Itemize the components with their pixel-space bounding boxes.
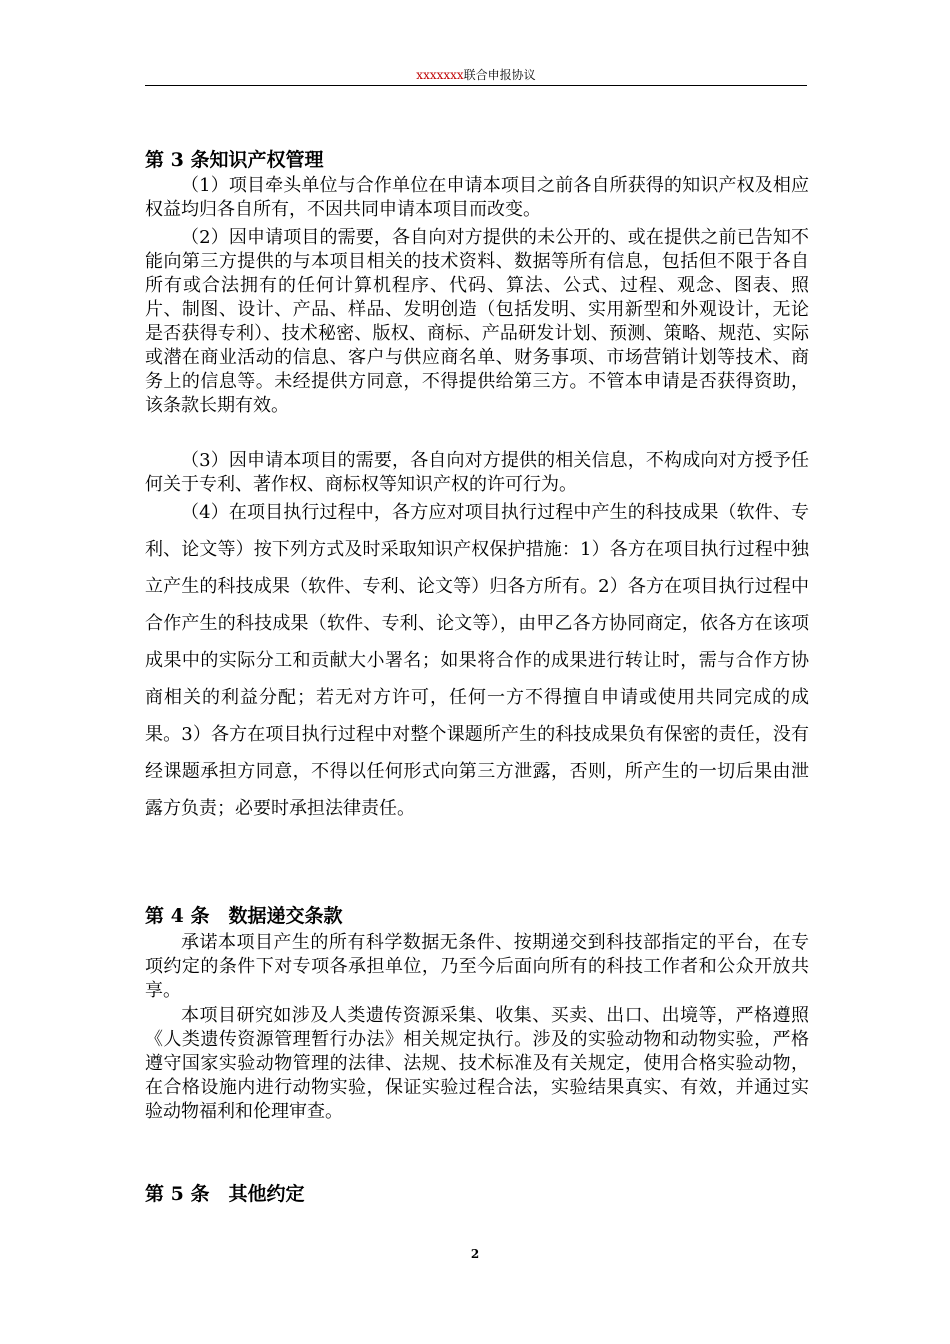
header-rule bbox=[145, 85, 807, 86]
header-prefix: xxxxxxx bbox=[416, 68, 464, 82]
section-4-paragraph-2: 本项目研究如涉及人类遗传资源采集、收集、买卖、出口、出境等，严格遵照《人类遗传资源管理暂行办法》相关规定执行。涉及的实验动物和动物实验，严格遵守国家实验动物管理的法律、法规、技术标准及有关规定，使用合格实验动物，在合格设施内进行动物实验，保证实验过程合法，实验结果真实、有效，并通过实验动物福利和伦理审查。 bbox=[145, 1005, 809, 1122]
section-3-paragraph-4: （4）在项目执行过程中，各方应对项目执行过程中产生的科技成果（软件、专利、论文等）按下列方式及时采取知识产权保护措施：1）各方在项目执行过程中独立产生的科技成果（软件、专利、论文等）归各方所有。2）各方在项目执行过程中合作产生的科技成果（软件、专利、论文等），由甲乙各方协同商定，依各方在该项成果中的实际分工和贡献大小署名；如果将合作的成果进行转让时，需与合作方协商相关的利益分配；若无对方许可，任何一方不得擅自申请或使用共同完成的成果。3）各方在项目执行过程中对整个课题所产生的科技成果负有保密的责任，没有经课题承担方同意，不得以任何形式向第三方泄露，否则，所产生的一切后果由泄露方负责；必要时承担法律责任。 bbox=[145, 502, 809, 819]
section-3-heading: 第 3 条知识产权管理 bbox=[145, 149, 324, 171]
page-number: 2 bbox=[470, 1247, 480, 1261]
page-header bbox=[145, 66, 807, 84]
section-5-heading: 第 5 条 其他约定 bbox=[145, 1183, 305, 1205]
section-4-heading: 第 4 条 数据递交条款 bbox=[145, 905, 343, 927]
section-3-paragraph-2: （2）因申请项目的需要，各自向对方提供的未公开的、或在提供之前已告知不能向第三方提供的与本项目相关的技术资料、数据等所有信息，包括但不限于各自所有或合法拥有的任何计算机程序、代码、算法、公式、过程、观念、图表、照片、制图、设计、产品、样品、发明创造（包括发明、实用新型和外观设计，无论是否获得专利）、技术秘密、版权、商标、产品研发计划、预测、策略、规范、实际或潜在商业活动的信息、客户与供应商名单、财务事项、市场营销计划等技术、商务上的信息等。未经提供方同意，不得提供给第三方。不管本申请是否获得资助，该条款长期有效。 bbox=[145, 227, 809, 416]
section-3-paragraph-1: （1）项目牵头单位与合作单位在申请本项目之前各自所获得的知识产权及相应权益均归各自所有，不因共同申请本项目而改变。 bbox=[145, 175, 809, 220]
section-3-paragraph-3: （3）因申请本项目的需要，各自向对方提供的相关信息，不构成向对方授予任何关于专利、著作权、商标权等知识产权的许可行为。 bbox=[145, 450, 809, 495]
header-title: 联合申报协议 bbox=[463, 68, 536, 82]
section-4-paragraph-1: 承诺本项目产生的所有科学数据无条件、按期递交到科技部指定的平台，在专项约定的条件下对专项各承担单位，乃至今后面向所有的科技工作者和公众开放共享。 bbox=[145, 932, 809, 1001]
